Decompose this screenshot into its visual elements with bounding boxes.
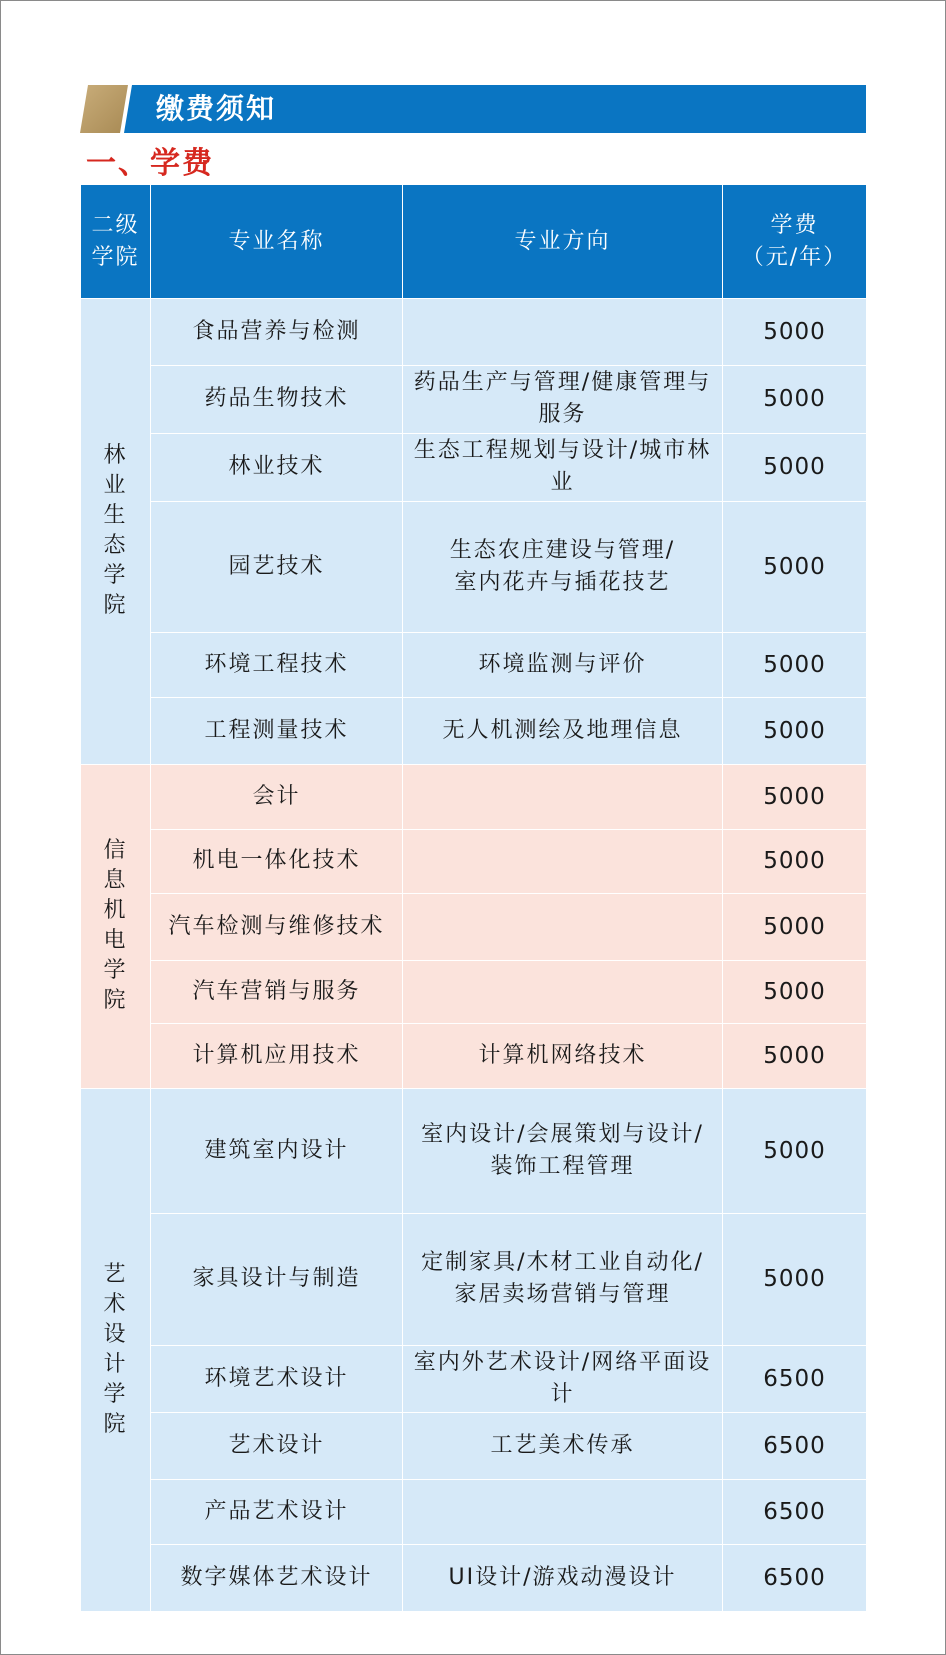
- fee-cell: 5000: [723, 1088, 867, 1213]
- table-row: [81, 1413, 867, 1480]
- banner: [80, 85, 866, 133]
- direction-cell: 生态工程规划与设计/城市林业: [403, 433, 723, 501]
- college-cell: 信 息 机 电 学 院: [81, 764, 151, 1088]
- direction-cell: 无人机测绘及地理信息: [403, 697, 723, 764]
- major-cell: 艺术设计: [151, 1413, 403, 1480]
- table-row: [81, 1545, 867, 1612]
- major-cell: 汽车检测与维修技术: [151, 894, 403, 961]
- table-row: [81, 697, 867, 764]
- direction-cell: 室内外艺术设计/网络平面设计: [403, 1345, 723, 1413]
- fee-cell: 6500: [723, 1480, 867, 1545]
- fee-cell: 5000: [723, 501, 867, 633]
- direction-cell: UI设计/游戏动漫设计: [403, 1545, 723, 1612]
- direction-cell: [403, 829, 723, 894]
- major-cell: 林业技术: [151, 433, 403, 501]
- fee-cell: 5000: [723, 365, 867, 433]
- major-cell: 药品生物技术: [151, 365, 403, 433]
- direction-cell: 环境监测与评价: [403, 633, 723, 698]
- major-cell: 建筑室内设计: [151, 1088, 403, 1213]
- fee-cell: 5000: [723, 894, 867, 961]
- header-major: 专业名称: [151, 185, 403, 299]
- fee-cell: 6500: [723, 1545, 867, 1612]
- major-cell: 计算机应用技术: [151, 1023, 403, 1088]
- fee-cell: 5000: [723, 829, 867, 894]
- fee-cell: 6500: [723, 1413, 867, 1480]
- fee-cell: 5000: [723, 633, 867, 698]
- major-cell: 产品艺术设计: [151, 1480, 403, 1545]
- table-row: [81, 501, 867, 633]
- table-row: [81, 433, 867, 501]
- banner-title: 缴费须知: [156, 92, 277, 125]
- college-cell: 艺 术 设 计 学 院: [81, 1088, 151, 1611]
- college-cell: 林 业 生 态 学 院: [81, 299, 151, 765]
- fee-cell: 5000: [723, 1023, 867, 1088]
- fee-cell: 5000: [723, 299, 867, 366]
- direction-cell: 工艺美术传承: [403, 1413, 723, 1480]
- major-cell: 会计: [151, 764, 403, 829]
- fee-cell: 5000: [723, 697, 867, 764]
- header-college: 二级 学院: [81, 185, 151, 299]
- direction-cell: [403, 299, 723, 366]
- direction-cell: 室内设计/会展策划与设计/ 装饰工程管理: [403, 1088, 723, 1213]
- major-cell: 食品营养与检测: [151, 299, 403, 366]
- direction-cell: 定制家具/木材工业自动化/ 家居卖场营销与管理: [403, 1213, 723, 1345]
- header-direction: 专业方向: [403, 185, 723, 299]
- direction-cell: [403, 961, 723, 1024]
- table-row: [81, 1088, 867, 1213]
- major-cell: 家具设计与制造: [151, 1213, 403, 1345]
- table-row: [81, 1480, 867, 1545]
- header-fee: 学费 （元/年）: [723, 185, 867, 299]
- fee-cell: 5000: [723, 961, 867, 1024]
- direction-cell: 计算机网络技术: [403, 1023, 723, 1088]
- direction-cell: [403, 764, 723, 829]
- table-row: [81, 1023, 867, 1088]
- table-row: [81, 829, 867, 894]
- table-body: [81, 299, 867, 1612]
- table-row: [81, 1213, 867, 1345]
- fee-cell: 5000: [723, 764, 867, 829]
- table-row: [81, 633, 867, 698]
- fee-cell: 5000: [723, 1213, 867, 1345]
- table-row: [81, 961, 867, 1024]
- direction-cell: [403, 1480, 723, 1545]
- section-title: 一、学费: [86, 146, 214, 181]
- fee-cell: 6500: [723, 1345, 867, 1413]
- direction-cell: 药品生产与管理/健康管理与服务: [403, 365, 723, 433]
- major-cell: 园艺技术: [151, 501, 403, 633]
- major-cell: 环境工程技术: [151, 633, 403, 698]
- major-cell: 数字媒体艺术设计: [151, 1545, 403, 1612]
- tuition-table: [80, 184, 867, 1612]
- major-cell: 机电一体化技术: [151, 829, 403, 894]
- banner-accent: [80, 85, 128, 133]
- table-row: [81, 299, 867, 366]
- major-cell: 环境艺术设计: [151, 1345, 403, 1413]
- fee-cell: 5000: [723, 433, 867, 501]
- table-header-row: [81, 185, 867, 299]
- direction-cell: 生态农庄建设与管理/ 室内花卉与插花技艺: [403, 501, 723, 633]
- major-cell: 汽车营销与服务: [151, 961, 403, 1024]
- table-row: [81, 894, 867, 961]
- table-row: [81, 1345, 867, 1413]
- table-row: [81, 764, 867, 829]
- major-cell: 工程测量技术: [151, 697, 403, 764]
- table-row: [81, 365, 867, 433]
- direction-cell: [403, 894, 723, 961]
